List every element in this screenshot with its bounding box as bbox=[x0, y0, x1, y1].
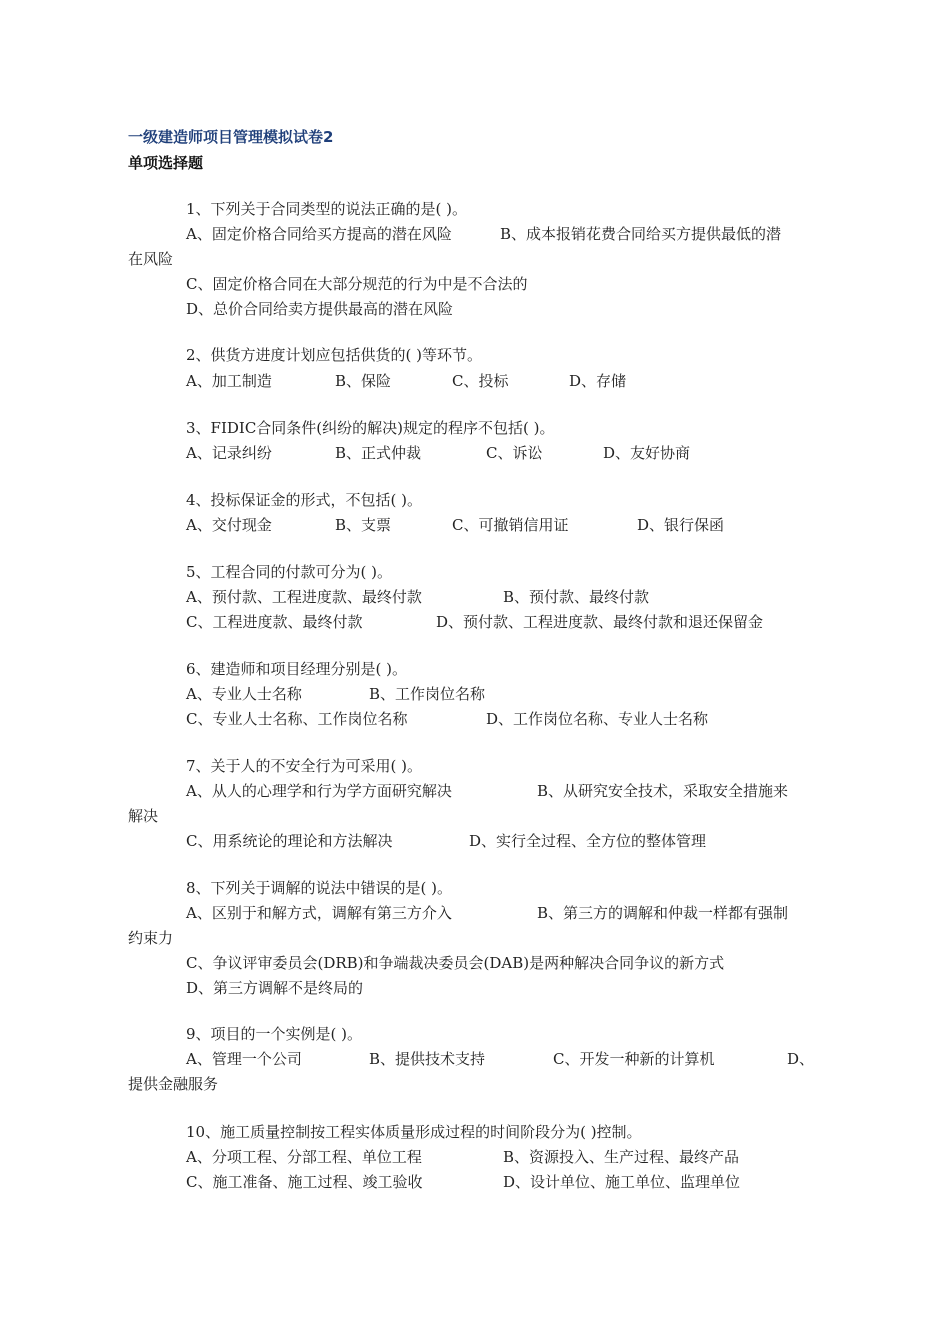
option-a: A、加工制造 bbox=[186, 372, 272, 390]
option-c: C、开发一种新的计算机 bbox=[553, 1050, 715, 1068]
option-d: D、设计单位、施工单位、监理单位 bbox=[503, 1173, 741, 1191]
option-c: C、工程进度款、最终付款 bbox=[186, 613, 363, 631]
option-c: C、诉讼 bbox=[486, 444, 543, 462]
option-d: D、友好协商 bbox=[603, 444, 691, 462]
option-b: B、工作岗位名称 bbox=[369, 685, 486, 703]
option-d: D、第三方调解不是终局的 bbox=[186, 979, 364, 997]
option-a: A、交付现金 bbox=[186, 516, 272, 534]
question-stem: 7、关于人的不安全行为可采用( )。 bbox=[186, 757, 423, 775]
option-b: B、资源投入、生产过程、最终产品 bbox=[503, 1148, 740, 1166]
option-c: C、可撤销信用证 bbox=[452, 516, 569, 534]
section-heading: 单项选择题 bbox=[128, 154, 204, 172]
option-d: D、 bbox=[787, 1050, 815, 1068]
option-d: D、预付款、工程进度款、最终付款和退还保留金 bbox=[436, 613, 764, 631]
option-d: D、银行保函 bbox=[637, 516, 725, 534]
option-b: B、成本报销花费合同给买方提供最低的潜 bbox=[500, 225, 782, 243]
option-b: B、从研究安全技术，采取安全措施来 bbox=[537, 782, 789, 800]
option-a: A、记录纠纷 bbox=[186, 444, 272, 462]
option-d: D、总价合同给卖方提供最高的潜在风险 bbox=[186, 300, 454, 318]
option-b: B、提供技术支持 bbox=[369, 1050, 486, 1068]
option-b: B、预付款、最终付款 bbox=[503, 588, 650, 606]
question-stem: 5、工程合同的付款可分为( )。 bbox=[186, 563, 393, 581]
question-stem: 2、供货方进度计划应包括供货的( )等环节。 bbox=[186, 346, 483, 364]
option-d-continuation: 提供金融服务 bbox=[128, 1075, 219, 1093]
question-stem: 1、下列关于合同类型的说法正确的是( )。 bbox=[186, 200, 468, 218]
option-b-continuation: 在风险 bbox=[128, 250, 174, 268]
option-a: A、专业人士名称 bbox=[186, 685, 302, 703]
document-title: 一级建造师项目管理模拟试卷2 bbox=[128, 128, 334, 146]
option-b: B、保险 bbox=[335, 372, 392, 390]
option-a: A、分项工程、分部工程、单位工程 bbox=[186, 1148, 422, 1166]
option-d: D、实行全过程、全方位的整体管理 bbox=[469, 832, 707, 850]
option-b: B、正式仲裁 bbox=[335, 444, 422, 462]
question-stem: 4、投标保证金的形式，不包括( )。 bbox=[186, 491, 423, 509]
option-a: A、从人的心理学和行为学方面研究解决 bbox=[186, 782, 452, 800]
option-b: B、第三方的调解和仲裁一样都有强制 bbox=[537, 904, 789, 922]
question-stem: 8、下列关于调解的说法中错误的是( )。 bbox=[186, 879, 453, 897]
question-stem: 3、FIDIC合同条件(纠纷的解决)规定的程序不包括( )。 bbox=[186, 419, 555, 437]
option-d: D、存储 bbox=[569, 372, 627, 390]
option-c: C、固定价格合同在大部分规范的行为中是不合法的 bbox=[186, 275, 528, 293]
question-stem: 9、项目的一个实例是( )。 bbox=[186, 1025, 363, 1043]
option-b: B、支票 bbox=[335, 516, 392, 534]
option-b-continuation: 约束力 bbox=[128, 929, 174, 947]
option-c: C、投标 bbox=[452, 372, 509, 390]
option-c: C、施工准备、施工过程、竣工验收 bbox=[186, 1173, 423, 1191]
option-a: A、管理一个公司 bbox=[186, 1050, 302, 1068]
question-stem: 10、施工质量控制按工程实体质量形成过程的时间阶段分为( )控制。 bbox=[186, 1123, 642, 1141]
option-a: A、固定价格合同给买方提高的潜在风险 bbox=[186, 225, 452, 243]
option-a: A、预付款、工程进度款、最终付款 bbox=[186, 588, 422, 606]
option-c: C、专业人士名称、工作岗位名称 bbox=[186, 710, 408, 728]
option-c: C、用系统论的理论和方法解决 bbox=[186, 832, 393, 850]
question-stem: 6、建造师和项目经理分别是( )。 bbox=[186, 660, 408, 678]
option-b-continuation: 解决 bbox=[128, 807, 159, 825]
option-d: D、工作岗位名称、专业人士名称 bbox=[486, 710, 709, 728]
option-a: A、区别于和解方式，调解有第三方介入 bbox=[186, 904, 452, 922]
option-c: C、争议评审委员会(DRB)和争端裁决委员会(DAB)是两种解决合同争议的新方式 bbox=[186, 954, 725, 972]
